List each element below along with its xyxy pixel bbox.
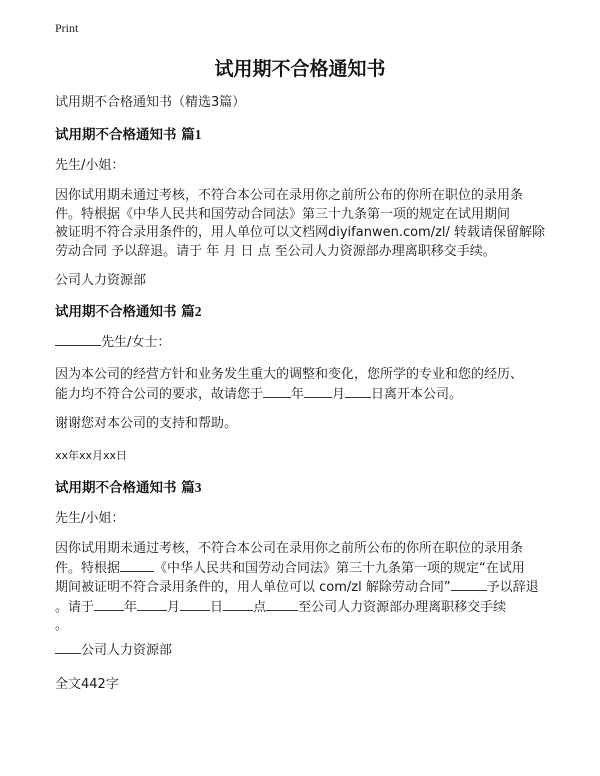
section-2-text: 能力均不符合公司的要求，故请您于 [55, 386, 264, 402]
day-blank [180, 598, 210, 611]
section-2-thanks: 谢谢您对本公司的支持和帮助。 [55, 416, 238, 431]
section-3-salutation: 先生/小姐： [55, 511, 125, 526]
section-2-body [55, 366, 555, 404]
day-blank [345, 385, 371, 398]
section-2-salutation-line [55, 333, 170, 352]
section-3-signature-line [55, 641, 172, 660]
section-3-body [55, 540, 555, 636]
section-2-heading-number: 2 [194, 304, 202, 319]
section-2-heading-text: 试用期不合格通知书 篇 [55, 304, 195, 320]
reason-blank [451, 578, 487, 591]
section-3-text: 予以辞退 [486, 580, 539, 595]
section-1-body-line: 劳动合同 予以辞退。请于 年 月 日 点 至公司人力资源部办理离职移交手续。 [55, 243, 496, 259]
section-3-body-line: 。 [55, 618, 69, 633]
section-3-heading-number: 3 [194, 480, 202, 495]
print-link[interactable]: Print [55, 21, 79, 35]
section-1-heading-text: 试用期不合格通知书 篇 [55, 127, 195, 143]
section-3-heading [55, 478, 201, 498]
section-1-body-line: 因你试用期未通过考核，不符合本公司在录用你之前所公布的你所在职位的录用条 [55, 188, 524, 203]
section-1-heading [55, 125, 201, 145]
section-1-heading-number: 1 [194, 127, 202, 142]
page-title: 试用期不合格通知书 [214, 58, 386, 80]
law-blank [120, 559, 154, 572]
place-blank [266, 598, 298, 611]
word-count: 全文442字 [55, 677, 119, 692]
hour-blank [223, 598, 253, 611]
section-1-signature: 公司人力资源部 [55, 273, 147, 288]
section-2-body-line [55, 385, 555, 405]
section-2-text: 日离开本公司。 [371, 386, 463, 402]
section-3-signature: 公司人力资源部 [81, 643, 173, 658]
section-3-text: 。请于 [55, 599, 95, 615]
section-3-text: 期间被证明不符合录用条件的，用人单位可以 com/zl 解除劳动合同” [55, 580, 451, 595]
section-1-salutation: 先生/小姐： [55, 158, 125, 173]
section-2-body-line: 因为本公司的经营方针和业务发生重大的调整和变化，您所学的专业和您的经历、 [55, 367, 524, 382]
year-blank [263, 385, 291, 398]
section-2-text: 月 [332, 386, 346, 402]
year-blank [94, 598, 124, 611]
section-1-body-line: 件。特根据《中华人民共和国劳动合同法》第三十九条第一项的规定在试用期间 [55, 206, 511, 222]
section-3-text: 日 [210, 599, 224, 615]
intro-text: 试用期不合格通知书（精选3篇） [55, 95, 246, 110]
section-3-body-line [55, 598, 555, 618]
section-3-body-line [55, 578, 555, 598]
section-3-heading-text: 试用期不合格通知书 篇 [55, 480, 195, 496]
section-3-text: 件。特根据 [55, 560, 121, 576]
section-3-text: 《中华人民共和国劳动合同法》第三十九条第一项的规定“在试用 [154, 560, 525, 576]
section-3-body-line: 因你试用期未通过考核，不符合本公司在录用你之前所公布的你所在职位的录用条 [55, 541, 524, 556]
section-2-text: 年 [291, 386, 305, 402]
section-3-text: 至公司人力资源部办理离职移交手续 [298, 599, 507, 615]
section-3-text: 点 [253, 599, 267, 615]
company-blank [55, 641, 81, 654]
section-3-text: 月 [167, 599, 181, 615]
section-2-salutation: 先生/女士： [101, 335, 171, 350]
month-blank [304, 385, 332, 398]
section-1-body [55, 187, 555, 261]
name-blank [55, 333, 101, 346]
month-blank [137, 598, 167, 611]
section-2-heading [55, 302, 201, 322]
section-3-text: 年 [124, 599, 138, 615]
section-2-date: xx年xx月xx日 [55, 449, 128, 462]
section-3-body-line [55, 559, 555, 579]
section-1-body-line: 被证明不符合录用条件的，用人单位可以文档网diyifanwen.com/zl/ 转载请保留解除 [55, 225, 546, 240]
